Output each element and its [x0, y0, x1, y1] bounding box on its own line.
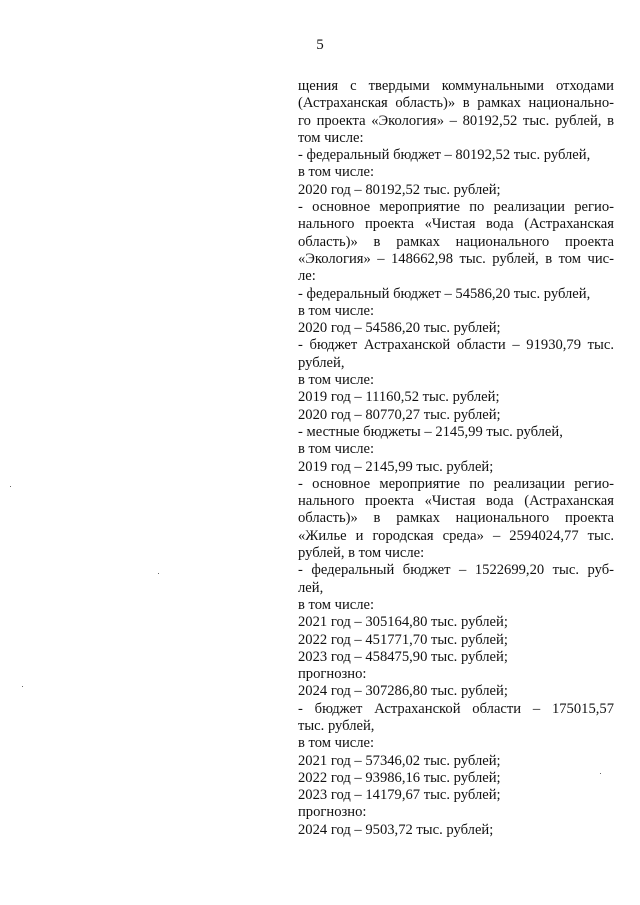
text-line: область)» в рамках национального проекта: [298, 510, 614, 527]
text-line: «Экология» – 148662,98 тыс. рублей, в том чис-: [298, 250, 614, 267]
text-line: 2024 год – 9503,72 тыс. рублей;: [298, 821, 494, 838]
text-line: 2020 год – 80770,27 тыс. рублей;: [298, 406, 501, 423]
text-line: - основное мероприятие по реализации регио-: [298, 199, 614, 216]
text-line: - основное мероприятие по реализации регио-: [298, 475, 614, 492]
text-line: - федеральный бюджет – 54586,20 тыс. рублей,: [298, 285, 591, 302]
text-line: - бюджет Астраханской области – 91930,79 тыс.: [298, 337, 614, 354]
text-line: «Жилье и городская среда» – 2594024,77 тыс.: [298, 527, 614, 544]
page-number: 5: [316, 37, 324, 53]
text-line: рублей,: [298, 354, 345, 371]
text-line: нального проекта «Чистая вода (Астраханская: [298, 493, 614, 510]
text-line: лей,: [298, 579, 324, 596]
text-line: 2019 год – 2145,99 тыс. рублей;: [298, 458, 494, 475]
text-line: - федеральный бюджет – 1522699,20 тыс. руб-: [298, 562, 614, 579]
text-line: - бюджет Астраханской области – 175015,57: [298, 700, 614, 717]
text-line: го проекта «Экология» – 80192,52 тыс. рублей, в: [298, 112, 614, 129]
text-line: в том числе:: [298, 596, 375, 613]
text-line: тыс. рублей,: [298, 717, 375, 734]
text-line: - федеральный бюджет – 80192,52 тыс. рублей,: [298, 147, 591, 164]
text-line: 2020 год – 54586,20 тыс. рублей;: [298, 320, 501, 337]
scan-speck: [600, 773, 601, 774]
text-line: щения с твердыми коммунальными отходами: [298, 78, 614, 94]
text-line: в том числе:: [298, 164, 375, 181]
scan-speck: [158, 573, 159, 574]
text-line: в том числе:: [298, 302, 375, 319]
text-line: - местные бюджеты – 2145,99 тыс. рублей,: [298, 423, 563, 440]
text-line: 2023 год – 458475,90 тыс. рублей;: [298, 648, 508, 665]
text-line: в том числе:: [298, 441, 375, 458]
text-line: в том числе:: [298, 372, 375, 389]
text-line: в том числе:: [298, 735, 375, 752]
text-line: прогнозно:: [298, 804, 367, 821]
text-line: 2022 год – 451771,70 тыс. рублей;: [298, 631, 508, 648]
document-text-column: [298, 78, 614, 839]
text-line: том числе:: [298, 129, 364, 146]
scan-speck: [22, 686, 23, 687]
scan-speck: [10, 486, 11, 487]
text-line: 2024 год – 307286,80 тыс. рублей;: [298, 683, 508, 700]
text-line: (Астраханская область)» в рамках национально-: [298, 95, 614, 112]
text-line: 2019 год – 11160,52 тыс. рублей;: [298, 389, 500, 406]
text-line: область)» в рамках национального проекта: [298, 233, 614, 250]
text-line: рублей, в том числе:: [298, 545, 425, 562]
text-line: 2021 год – 305164,80 тыс. рублей;: [298, 614, 508, 631]
text-line: ле:: [298, 268, 316, 285]
text-line: нального проекта «Чистая вода (Астраханская: [298, 216, 614, 233]
text-line: 2023 год – 14179,67 тыс. рублей;: [298, 787, 501, 804]
text-line: 2020 год – 80192,52 тыс. рублей;: [298, 181, 501, 198]
text-line: 2022 год – 93986,16 тыс. рублей;: [298, 769, 501, 786]
text-line: 2021 год – 57346,02 тыс. рублей;: [298, 752, 501, 769]
text-line: прогнозно:: [298, 666, 367, 683]
